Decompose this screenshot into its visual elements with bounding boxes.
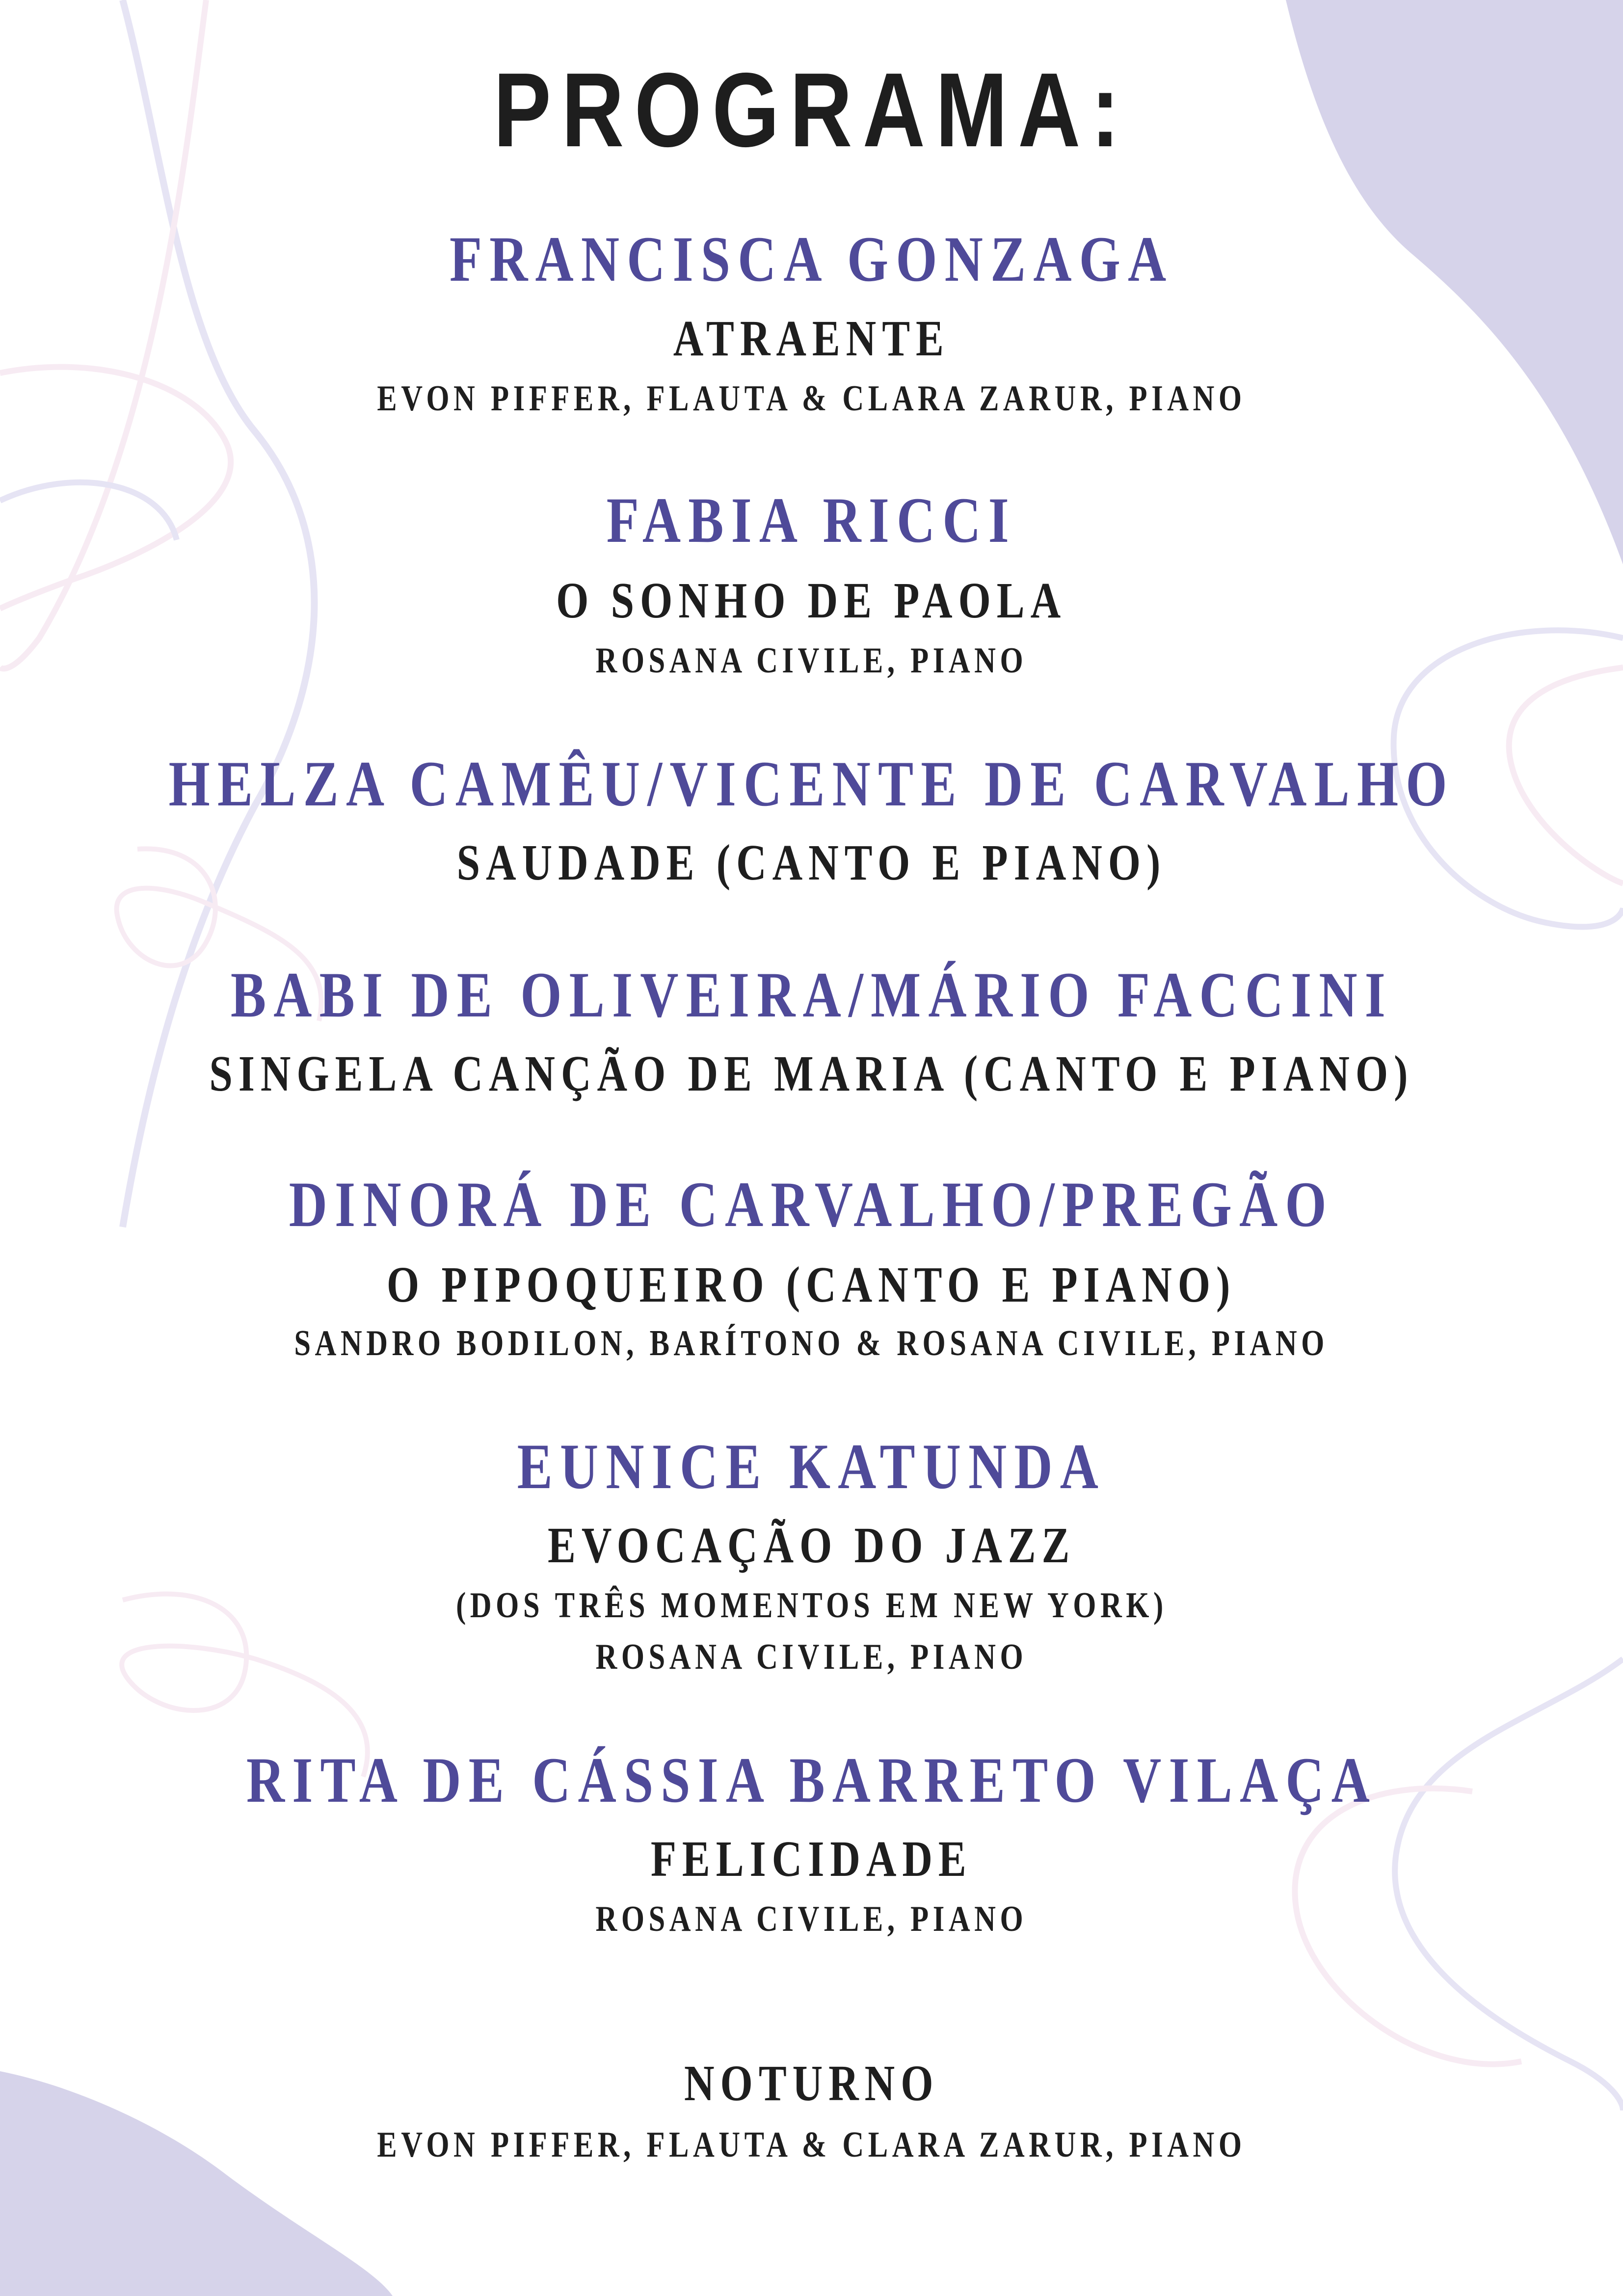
performers-text: ROSANA CIVILE, PIANO — [595, 641, 1028, 681]
work-text: O SONHO DE PAOLA — [556, 572, 1067, 629]
performers — [0, 2123, 1623, 2167]
performers-text: EVON PIFFER, FLAUTA & CLARA ZARUR, PIANO — [377, 378, 1246, 419]
composer-text: RITA DE CÁSSIA BARRETO VILAÇA — [246, 1744, 1377, 1816]
composer-name — [0, 222, 1623, 296]
performers-text: ROSANA CIVILE, PIANO — [595, 1637, 1028, 1677]
performers — [0, 376, 1623, 421]
work-text: SAUDADE (CANTO E PIANO) — [456, 834, 1167, 891]
composer-text: EUNICE KATUNDA — [517, 1430, 1106, 1502]
composer-name — [0, 958, 1623, 1032]
composer-text: HELZA CAMÊU/VICENTE DE CARVALHO — [168, 748, 1455, 820]
work-title — [0, 1830, 1623, 1889]
performers — [0, 1635, 1623, 1679]
page-title — [0, 51, 1623, 169]
work-text: FELICIDADE — [651, 1831, 972, 1887]
composer-name — [0, 1430, 1623, 1503]
composer-name — [0, 483, 1623, 557]
performers — [0, 1321, 1623, 1365]
work-text: ATRAENTE — [673, 310, 950, 367]
page-title-text: PROGRAMA: — [493, 51, 1130, 169]
work-text: SINGELA CANÇÃO DE MARIA (CANTO E PIANO) — [209, 1045, 1414, 1102]
work-title — [0, 1255, 1623, 1314]
work-title — [0, 309, 1623, 368]
composer-text: DINORÁ DE CARVALHO/PREGÃO — [289, 1168, 1334, 1240]
work-text: EVOCAÇÃO DO JAZZ — [547, 1517, 1076, 1574]
performers — [0, 639, 1623, 683]
work-subtitle — [0, 1583, 1623, 1628]
performers-text: ROSANA CIVILE, PIANO — [595, 1899, 1028, 1939]
composer-name — [0, 1168, 1623, 1241]
performers — [0, 1897, 1623, 1941]
subtitle-text: (DOS TRÊS MOMENTOS EM NEW YORK) — [455, 1585, 1168, 1626]
work-title — [0, 571, 1623, 630]
performers-text: SANDRO BODILON, BARÍTONO & ROSANA CIVILE, PIANO — [294, 1323, 1329, 1363]
performers-text: EVON PIFFER, FLAUTA & CLARA ZARUR, PIANO — [377, 2125, 1246, 2165]
work-title — [0, 833, 1623, 892]
composer-text: FRANCISCA GONZAGA — [449, 223, 1174, 295]
composer-text: FABIA RICCI — [606, 484, 1017, 556]
composer-name — [0, 1743, 1623, 1817]
work-title — [0, 2054, 1623, 2113]
work-text: O PIPOQUEIRO (CANTO E PIANO) — [387, 1256, 1236, 1313]
composer-name — [0, 747, 1623, 821]
composer-text: BABI DE OLIVEIRA/MÁRIO FACCINI — [230, 959, 1393, 1031]
work-title — [0, 1516, 1623, 1575]
work-text: NOTURNO — [684, 2055, 939, 2111]
work-title — [0, 1044, 1623, 1103]
